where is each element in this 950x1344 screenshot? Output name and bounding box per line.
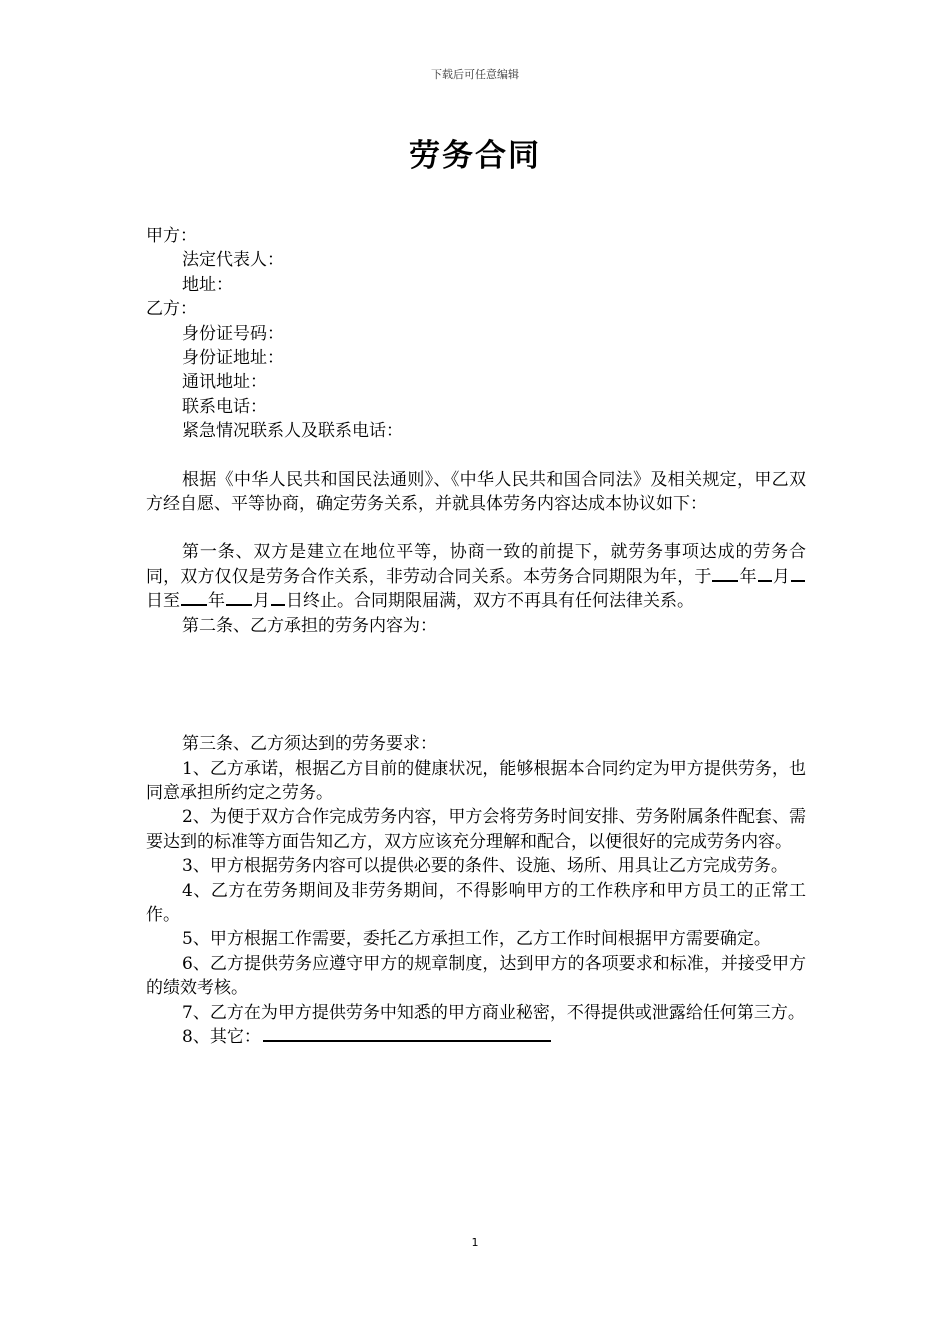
party-a-label: 甲方： [146,226,197,246]
document-title: 劳务合同 [409,138,541,174]
party-b-emergency-contact-field: 紧急情况联系人及联系电话： [182,421,403,442]
party-b-label: 乙方： [146,299,197,320]
other-blank-line [263,1026,551,1042]
article-3-item-3: 3、甲方根据劳务内容可以提供必要的条件、设施、场所、用具让乙方完成劳务。 [182,856,788,877]
page-number: 1 [471,1236,479,1249]
party-a-representative-field: 法定代表人： [182,250,284,271]
party-b-phone-field: 联系电话： [182,396,267,417]
month-blank-2 [226,590,252,606]
day-blank-1 [791,566,805,582]
article-1-text: 第一条、双方是建立在地位平等，协商一致的前提下，就劳务事项达成的劳务合同，双方仅仅是劳务合作关系，非劳动合同关系。本劳务合同期限为年，于 [146,542,806,587]
day-blank-2 [271,590,285,606]
article-1-month-1: 月 [772,566,791,587]
article-3-item-5: 5、甲方根据工作需要，委托乙方承担工作，乙方工作时间根据甲方需要确定。 [182,929,771,950]
party-b-id-number-field: 身份证号码： [182,323,284,344]
article-3-heading: 第三条、乙方须达到的劳务要求： [182,734,437,755]
article-3-item-2: 2、为便于双方合作完成劳务内容，甲方会将劳务时间安排、劳务附属条件配套、需要达到的标准等方面告知乙方，双方应该充分理解和配合，以便很好的完成劳务内容。 [146,807,806,852]
article-1-end: 日终止。合同期限届满，双方不再具有任何法律关系。 [286,591,694,612]
article-2-paragraph: 第二条、乙方承担的劳务内容为： [182,615,437,636]
party-a-address-field: 地址： [182,274,233,295]
article-1-day-to: 日至 [146,591,180,612]
article-1-month-2: 月 [253,591,270,612]
article-1-paragraph [146,540,806,613]
article-1-year-2: 年 [208,591,225,612]
article-3-item-1: 1、乙方承诺，根据乙方目前的健康状况，能够根据本合同约定为甲方提供劳务，也同意承担所约定之劳务。 [146,758,806,803]
article-1-year-1: 年 [739,566,757,587]
page-header: 下载后可任意编辑 [431,68,519,81]
party-b-id-address-field: 身份证地址： [182,348,284,369]
document-body [146,224,806,1049]
article-3-item-4: 4、乙方在劳务期间及非劳务期间，不得影响甲方的工作秩序和甲方员工的正常工作。 [146,880,806,925]
article-3-other-label: 8、其它： [182,1026,261,1047]
party-b-mailing-address-field: 通讯地址： [182,372,267,393]
year-blank-1 [712,566,738,582]
year-blank-2 [181,590,207,606]
intro-paragraph: 根据《中华人民共和国民法通则》、《中华人民共和国合同法》及相关规定，甲乙双方经自愿、平等协商，确定劳务关系，并就具体劳务内容达成本协议如下： [146,469,806,515]
month-blank-1 [758,566,772,582]
article-3-item-6: 6、乙方提供劳务应遵守甲方的规章制度，达到甲方的各项要求和标准，并接受甲方的绩效考核。 [146,953,806,999]
article-3-item-8 [146,1025,806,1049]
article-3-item-7: 7、乙方在为甲方提供劳务中知悉的甲方商业秘密，不得提供或泄露给任何第三方。 [182,1002,805,1023]
